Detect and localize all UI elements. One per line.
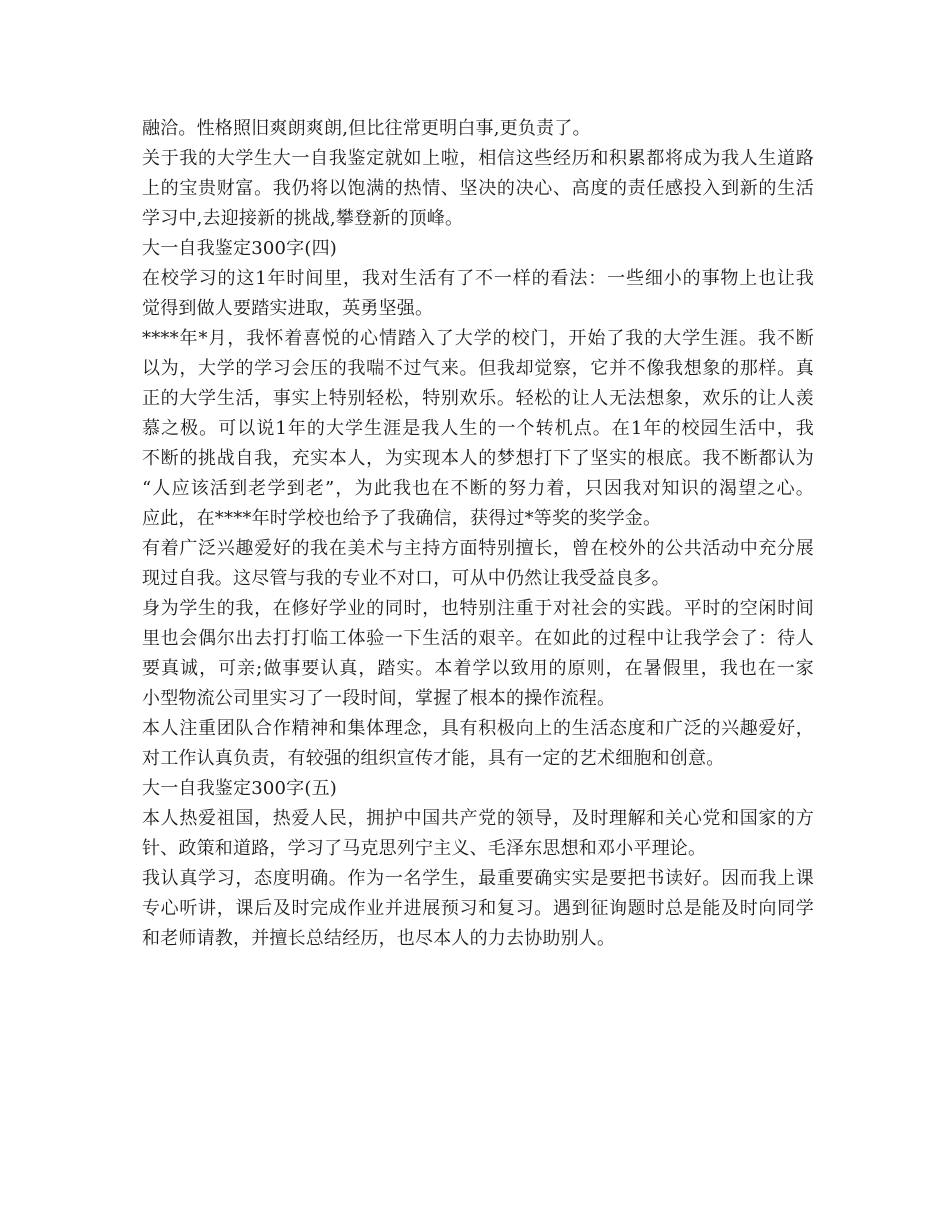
text-line: 对工作认真负责，有较强的组织宣传才能，具有一定的艺术细胞和创意。 [142, 748, 725, 769]
text-line: 以为，大学的学习会压的我喘不过气来。但我却觉察，它并不像我想象的那样。真 [142, 358, 814, 379]
text-line: 和老师请教，并擅长总结经历，也尽本人的力去协助别人。 [142, 928, 616, 949]
text-line: 本人注重团队合作精神和集体理念，具有积极向上的生活态度和广泛的兴趣爱好， [142, 718, 814, 739]
text-line: 觉得到做人要踏实进取，英勇坚强。 [142, 298, 434, 319]
text-line: 不断的挑战自我，充实本人，为实现本人的梦想打下了坚实的根底。我不断都认为 [142, 448, 814, 469]
text-line: 应此，在****年时学校也给予了我确信，获得过*等奖的奖学金。 [142, 508, 662, 529]
text-line: 在校学习的这1年时间里，我对生活有了不一样的看法：一些细小的事物上也让我 [142, 268, 814, 289]
text-line: 针、政策和道路，学习了马克思列宁主义、毛泽东思想和邓小平理论。 [142, 838, 707, 859]
text-line: 正的大学生活，事实上特别轻松，特别欢乐。轻松的让人无法想象，欢乐的让人羡 [142, 388, 814, 409]
text-line: 上的宝贵财富。我仍将以饱满的热情、坚决的决心、高度的责任感投入到新的生活 [142, 178, 814, 199]
text-line: “人应该活到老学到老”，为此我也在不断的努力着，只因我对知识的渴望之心。 [142, 478, 814, 499]
text-line: 小型物流公司里实习了一段时间，掌握了根本的操作流程。 [142, 688, 616, 709]
text-line: 本人热爱祖国，热爱人民，拥护中国共产党的领导，及时理解和关心党和国家的方 [142, 808, 814, 829]
text-line: 我认真学习，态度明确。作为一名学生，最重要确实实是要把书读好。因而我上课 [142, 868, 814, 889]
text-line: 关于我的大学生大一自我鉴定就如上啦，相信这些经历和积累都将成为我人生道路 [142, 148, 814, 169]
text-line: 现过自我。这尽管与我的专业不对口，可从中仍然让我受益良多。 [142, 568, 670, 589]
text-line: 身为学生的我，在修好学业的同时，也特别注重于对社会的实践。平时的空闲时间 [142, 598, 814, 619]
text-line: 有着广泛兴趣爱好的我在美术与主持方面特别擅长，曾在校外的公共活动中充分展 [142, 538, 814, 559]
text-line: 融洽。性格照旧爽朗爽朗,但比往常更明白事,更负责了。 [142, 118, 591, 139]
text-line: 慕之极。可以说1年的大学生涯是我人生的一个转机点。在1年的校园生活中，我 [142, 418, 814, 439]
text-line: 大一自我鉴定300字(四) [142, 238, 338, 259]
text-line: ****年*月，我怀着喜悦的心情踏入了大学的校门，开始了我的大学生涯。我不断 [142, 328, 814, 349]
text-line: 学习中,去迎接新的挑战,攀登新的顶峰。 [142, 208, 464, 229]
document-body [142, 114, 814, 954]
text-line: 大一自我鉴定300字(五) [142, 778, 338, 799]
text-line: 里也会偶尔出去打打临工体验一下生活的艰辛。在如此的过程中让我学会了：待人 [142, 628, 814, 649]
text-line: 专心听讲，课后及时完成作业并进展预习和复习。遇到征询题时总是能及时向同学 [142, 898, 814, 919]
text-line: 要真诚，可亲;做事要认真，踏实。本着学以致用的原则，在暑假里，我也在一家 [142, 658, 814, 679]
